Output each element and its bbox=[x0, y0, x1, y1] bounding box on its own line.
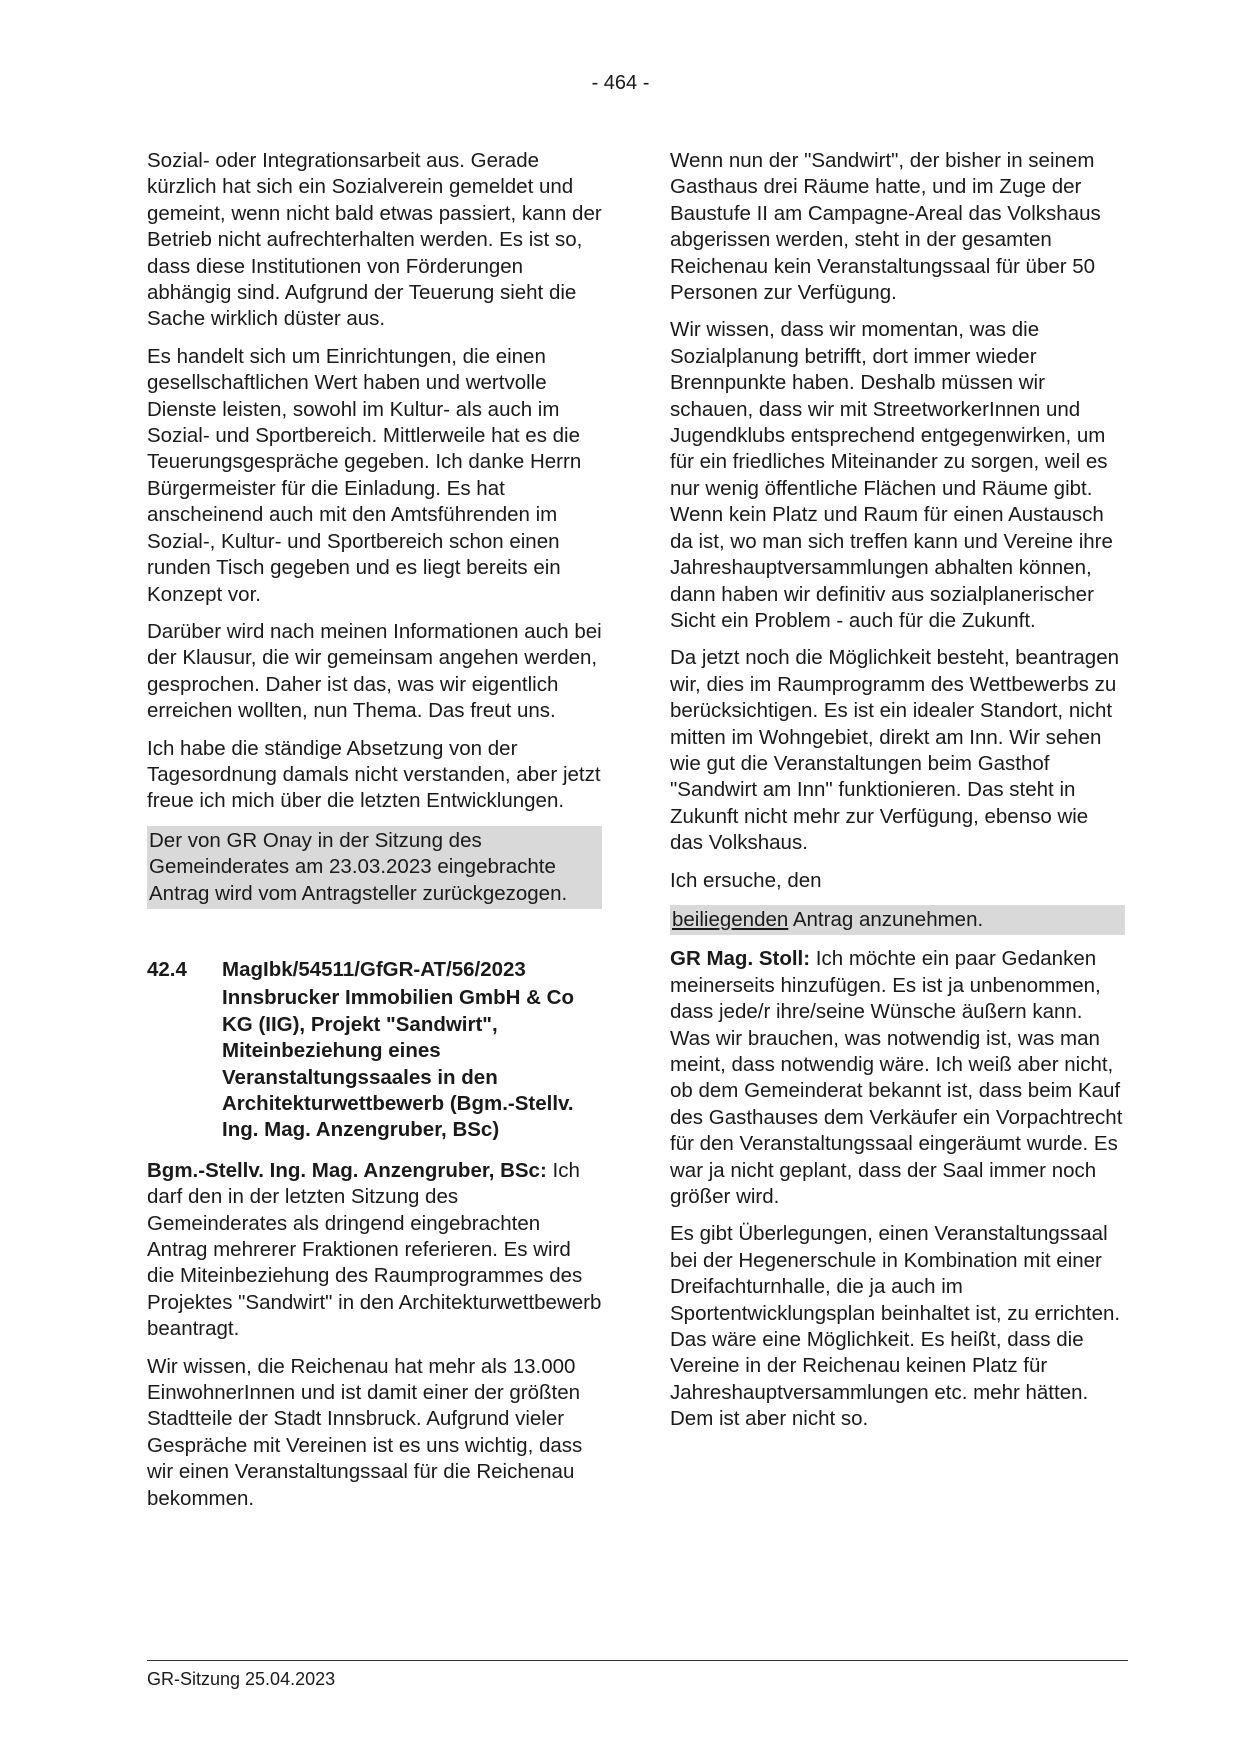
speaker-name: GR Mag. Stoll: bbox=[670, 947, 811, 971]
withdrawal-notice: Der von GR Onay in der Sitzung des Gemeinderates am 23.03.2023 eingebrachte Antrag wird vom Antragsteller zurückgezogen. bbox=[147, 826, 602, 909]
motion-request-text: Antrag anzunehmen. bbox=[788, 907, 984, 931]
left-column bbox=[147, 148, 602, 1523]
agenda-item-heading bbox=[147, 957, 602, 983]
speaker-paragraph bbox=[147, 1158, 602, 1343]
agenda-item-number: 42.4 bbox=[147, 957, 187, 981]
paragraph: Darüber wird nach meinen Informationen auch bei der Klausur, die wir gemeinsam angehen werden, gesprochen. Daher ist das, was wir eigentlich erreichen wollten, nun Thema. Das freut uns. bbox=[147, 619, 602, 723]
speaker-text: Ich möchte ein paar Gedanken meinerseits hinzufügen. Es ist ja unbenommen, dass jede/r ihre/seine Wünsche äußern kann. Was wir brauchen, was notwendig ist, was man meint, dass notwendig wäre. Ich weiß aber nicht, ob dem Gemeinderat bekannt ist, dass beim Kauf des Gasthauses dem Verkäufer ein Vorpachtrecht für den Veranstaltungssaal eingeräumt wurde. Es war ja nicht geplant, dass der Saal immer noch größer wird. bbox=[670, 947, 1123, 1209]
paragraph: Es gibt Überlegungen, einen Veranstaltungssaal bei der Hegenerschule in Kombination mit einer Dreifachturnhalle, die ja auch im Sportentwicklungsplan beinhaltet ist, zu errichten. Das wäre eine Möglichkeit. Es heißt, dass die Vereine in der Reichenau keinen Platz für Jahreshauptversammlungen etc. mehr hätten. Dem ist aber nicht so. bbox=[670, 1222, 1121, 1431]
agenda-item-subject: Innsbrucker Immobilien GmbH & Co KG (IIG), Projekt "Sandwirt", Miteinbeziehung eines Veranstaltungssaales in den Architekturwettbewerb (Bgm.-Stellv. Ing. Mag. Anzengruber, BSc) bbox=[222, 986, 574, 1142]
paragraph: Da jetzt noch die Möglichkeit besteht, beantragen wir, dies im Raumprogramm des Wettbewerbs zu berücksichtigen. Es ist ein idealer Standort, nicht mitten im Wohngebiet, direkt am Inn. Wir sehen wie gut die Veranstaltungen beim Gasthof "Sandwirt am Inn" funktionieren. Das steht in Zukunft nicht mehr zur Verfügung, ebenso wie das Volkshaus. bbox=[670, 646, 1119, 855]
paragraph: Wir wissen, die Reichenau hat mehr als 13.000 EinwohnerInnen und ist damit einer der größten Stadtteile der Stadt Innsbruck. Aufgrund vieler Gespräche mit Vereinen ist es uns wichtig, dass wir einen Veranstaltungssaal für die Reichenau bekommen. bbox=[147, 1354, 583, 1510]
footer-divider bbox=[147, 1660, 1128, 1661]
right-column bbox=[670, 148, 1125, 1444]
paragraph: Wir wissen, dass wir momentan, was die Sozialplanung betrifft, dort immer wieder Brennpunkte haben. Deshalb müssen wir schauen, dass wir mit StreetworkerInnen und Jugendklubs entsprechend entgegenwirken, um für ein friedliches Miteinander zu sorgen, weil es nur wenig öffentliche Flächen und Räume gibt. Wenn kein Platz und Raum für einen Austausch da ist, wo man sich treffen kann und Vereine ihre Jahreshauptversammlungen abhalten können, dann haben wir definitiv aus sozialplanerischer Sicht ein Problem - auch für die Zukunft. bbox=[670, 318, 1113, 632]
paragraph: Ich habe die ständige Absetzung von der Tagesordnung damals nicht verstanden, aber jetzt freue ich mich über die letzten Entwicklungen. bbox=[147, 736, 601, 813]
page-number: - 464 - bbox=[591, 72, 650, 94]
motion-request bbox=[670, 905, 1125, 935]
paragraph: Ich ersuche, den bbox=[670, 868, 822, 892]
speaker-name: Bgm.-Stellv. Ing. Mag. Anzengruber, BSc: bbox=[147, 1158, 547, 1182]
speaker-paragraph bbox=[670, 946, 1125, 1210]
paragraph: Sozial- oder Integrationsarbeit aus. Gerade kürzlich hat sich ein Sozialverein gemeldet und gemeint, wenn nicht bald etwas passiert, kann der Betrieb nicht aufrechterhalten werden. Es ist so, dass diese Institutionen von Förderungen abhängig sind. Aufgrund der Teuerung sieht die Sache wirklich düster aus. bbox=[147, 149, 602, 331]
footer-session-date: GR-Sitzung 25.04.2023 bbox=[147, 1669, 336, 1689]
paragraph: Es handelt sich um Einrichtungen, die einen gesellschaftlichen Wert haben und wertvolle Dienste leisten, sowohl im Kultur- als auch im Sozial- und Sportbereich. Mittlerweile hat es die Teuerungsgespräche gegeben. Ich danke Herrn Bürgermeister für die Einladung. Es hat anscheinend auch mit den Amtsführenden im Sozial-, Kultur- und Sportbereich schon einen runden Tisch gegeben und es liegt bereits ein Konzept vor. bbox=[147, 344, 582, 606]
speaker-text: Ich darf den in der letzten Sitzung des Gemeinderates als dringend eingebrachten Antrag mehrerer Fraktionen referieren. Es wird die Miteinbeziehung des Raumprogrammes des Projektes "Sandwirt" in den Architekturwettbewerb beantragt. bbox=[147, 1158, 602, 1341]
attachment-reference: beiliegenden bbox=[672, 907, 789, 931]
paragraph: Wenn nun der "Sandwirt", der bisher in seinem Gasthaus drei Räume hatte, und im Zuge der Baustufe II am Campagne-Areal das Volkshaus abgerissen werden, steht in der gesamten Reichenau kein Veranstaltungssaal für über 50 Personen zur Verfügung. bbox=[670, 149, 1101, 305]
agenda-item-reference: MagIbk/54511/GfGR-AT/56/2023 bbox=[222, 957, 526, 981]
